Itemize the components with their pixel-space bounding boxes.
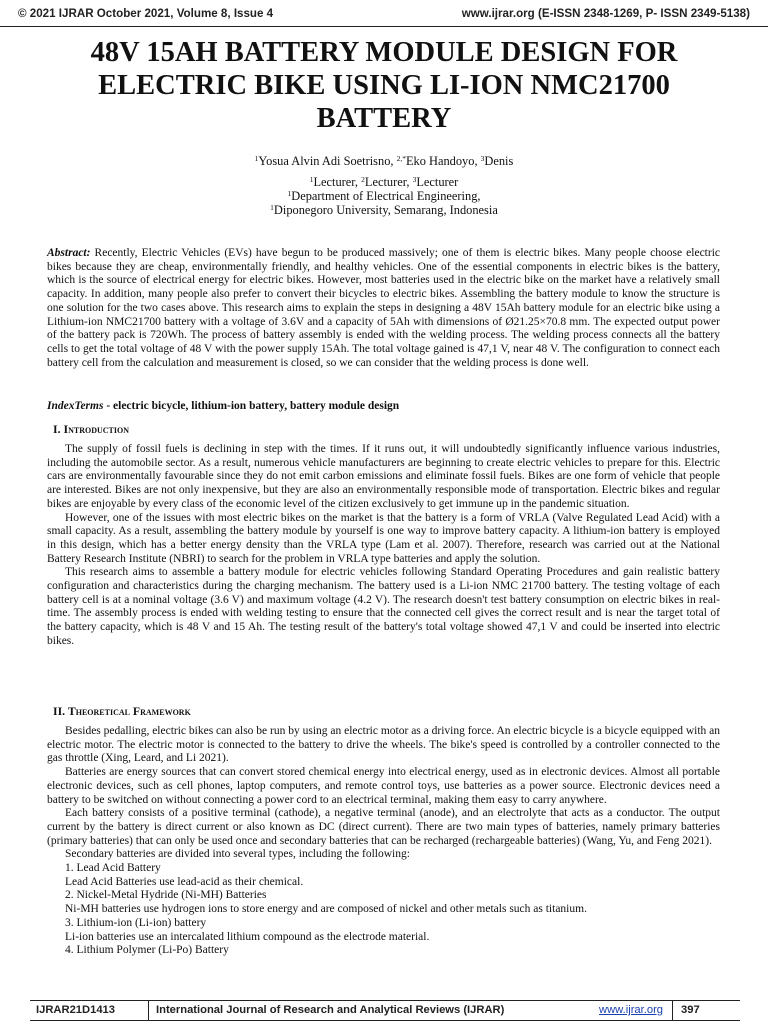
abstract-label: Abstract: xyxy=(47,247,91,259)
paragraph: Besides pedalling, electric bikes can also be run by using an electric motor as a driving force. An electric bicycle is a bicycle equipped with an electric motor. The electric motor is connected to the battery to drive the wheels. The bike's speed is controlled by a controller connected to the gas throttle (Xing, Leard, and Li 2021). xyxy=(47,725,720,765)
author-1-name: Yosua Alvin Adi Soetrisno, xyxy=(258,154,397,168)
section-introduction-body xyxy=(47,443,720,649)
paragraph: This research aims to assemble a battery module for electric vehicles following Standard Operating Procedures and gain realistic battery configuration and characteristics during the charging mechanism. The battery used is a Li-ion NMC 21700 battery. The testing voltage of each battery cell is at a nominal voltage (3.6 V) and maximum voltage (4.2 V). The research doesn't test battery consumption on electric bikes in real-time. The assembly process is ended with welding testing to ensure that the connected cell gives the correct result and is near the target total of the battery capacity, which is 48 V and 15 Ah. The testing result of the battery's total voltage showed 47,1 V and could be inserted into electric bikes. xyxy=(47,566,720,647)
affil-role: Lecturer xyxy=(416,175,459,189)
affil-role: Lecturer, xyxy=(364,175,413,189)
abstract-text: Recently, Electric Vehicles (EVs) have begun to be produced massively; one of them is electric bikes. Many people choose electric bikes because they are cheap, environmentally friendly, and healthy vehicles. One of the essential components in electric bikes is the battery, which is the source of electrical energy for electric bikes. However, most batteries used in the electric bike on the market have a relatively small capacity. In addition, many people also prefer to convert their bicycles to electric bikes. Assembling the battery module to know the structure is one solution for the two cases above. This research aims to explain the steps in designing a 48V 15Ah battery module for an electric bike using a Lithium-ion NMC21700 battery with a voltage of 3.6V and a capacity of 5Ah with dimensions of Ø21.25×70.8 mm. The expected output power of the battery pack is 720Wh. The process of battery assembly is ended with the welding process. The welding process connects all the battery cells to get the total voltage of 48 V with the power supply 15Ah. The total voltage gained is 47,1 V, near 48 V. The configuration to connect each battery cell from the calculation and measurement is closed, so we can consider that the welding process is done well. xyxy=(47,247,720,369)
footer-bottom-rule xyxy=(30,1020,740,1021)
author-1-superscript: 1 xyxy=(254,154,259,163)
list-item: 4. Lithium Polymer (Li-Po) Battery xyxy=(65,944,229,957)
section-heading-introduction: I. Introduction xyxy=(53,422,129,436)
affil-sup: 1 xyxy=(309,175,314,184)
list-item-description: Ni-MH batteries use hydrogen ions to store energy and are composed of nickel and other metals such as titanium. xyxy=(65,903,587,916)
paragraph: The supply of fossil fuels is declining in step with the times. If it runs out, it will undoubtedly significantly influence various industries, including the automobile sector. As a result, numerous vehicle manufacturers are beginning to create electric vehicles to prepare for this. Electric cars are environmentally favourable since they do not emit carbon emissions and eliminate fossil fuels. Bikes are one form of vehicle that people are interested. Bikes are not only inexpensive, but they are also an environmentally responsible mode of transportation. Electric bikes and regular bikes are enjoyable by every class of the economic level of the citizen exclusively to get immune up in the pandemic situation. xyxy=(47,443,720,510)
page-number: 397 xyxy=(681,1004,700,1016)
index-terms-text: - electric bicycle, lithium-ion battery, battery module design xyxy=(103,400,400,412)
author-3-superscript: 3 xyxy=(480,154,485,163)
footer-top-rule xyxy=(30,1000,740,1001)
paragraph: Each battery consists of a positive terminal (cathode), a negative terminal (anode), and an electrolyte that acts as a conductor. The output current by the battery is direct current or also known as DC (direct current). There are two main types of batteries, namely primary batteries (primary batteries) that can only be used once and secondary batteries that can be recharged (rechargeable batteries) (Wang, Yu, and Feng 2021). xyxy=(47,807,720,847)
author-2-superscript: 2,* xyxy=(396,154,406,163)
header-divider xyxy=(0,26,768,27)
list-item: 3. Lithium-ion (Li-ion) battery xyxy=(65,916,207,929)
affiliation-department xyxy=(30,189,738,203)
paragraph: Batteries are energy sources that can convert stored chemical energy into electrical energy, used as in electronic devices. Almost all portable electronic devices, such as cell phones, laptop computers, and remote control toys, use batteries as a power source. Electronic devices need a battery to be switched on without connecting a power cord to an electrical terminal, making them easy to carry anywhere. xyxy=(47,766,720,806)
list-item-description: Li-ion batteries use an intercalated lithium compound as the electrode material. xyxy=(65,930,430,943)
list-item: 2. Nickel-Metal Hydride (Ni-MH) Batteries xyxy=(65,889,267,902)
author-2-name: Eko Handoyo, xyxy=(405,154,481,168)
section-heading-theoretical-framework: II. Theoretical Framework xyxy=(53,704,191,718)
author-list xyxy=(30,154,738,168)
index-terms-label: IndexTerms xyxy=(47,400,104,412)
affiliation-block xyxy=(30,175,738,217)
author-3-name: Denis xyxy=(484,154,514,168)
affil-sup: 1 xyxy=(270,203,274,212)
section-theoretical-framework-body xyxy=(47,725,720,958)
page-footer xyxy=(30,1003,740,1019)
footer-separator xyxy=(148,1000,149,1020)
affiliation-university xyxy=(30,203,738,217)
index-terms xyxy=(47,400,720,414)
affil-university-text: Diponegoro University, Semarang, Indonesia xyxy=(273,203,498,217)
affil-sup: 1 xyxy=(287,189,292,198)
footer-journal-name: International Journal of Research and Analytical Reviews (IJRAR) xyxy=(156,1004,505,1016)
affil-role: Lecturer, xyxy=(313,175,362,189)
list-item: 1. Lead Acid Battery xyxy=(65,862,161,875)
affil-sup: 2 xyxy=(361,175,365,184)
running-header xyxy=(0,0,768,28)
list-item-description: Lead Acid Batteries use lead-acid as their chemical. xyxy=(65,875,304,888)
paper-title: 48V 15AH BATTERY MODULE DESIGN FOR ELECTRIC BIKE USING LI-ION NMC21700 BATTERY xyxy=(90,37,678,134)
affiliation-roles xyxy=(30,175,738,189)
header-website-issn: www.ijrar.org (E-ISSN 2348-1269, P- ISSN 2349-5138) xyxy=(461,7,750,20)
footer-paper-id: IJRAR21D1413 xyxy=(36,1004,115,1016)
abstract xyxy=(47,247,720,370)
footer-website-link[interactable]: www.ijrar.org xyxy=(599,1004,664,1016)
header-issue-info: © 2021 IJRAR October 2021, Volume 8, Issue 4 xyxy=(18,7,274,20)
affil-department-text: Department of Electrical Engineering, xyxy=(291,189,481,203)
list-intro-line: Secondary batteries are divided into several types, including the following: xyxy=(65,848,410,861)
footer-separator xyxy=(672,1000,673,1020)
paragraph: However, one of the issues with most electric bikes on the market is that the battery is a form of VRLA (Valve Regulated Lead Acid) with a small capacity. As a result, assembling the battery module by yourself is one way to improve battery capacity. A lithium-ion battery is employed in this design, which has a better energy density than the VRLA type (Lam et al. 2007). Therefore, research was carried out at the National Battery Research Institute (NBRI) to search for the problem in VRLA type batteries and apply the solution. xyxy=(47,511,720,565)
affil-sup: 3 xyxy=(412,175,417,184)
